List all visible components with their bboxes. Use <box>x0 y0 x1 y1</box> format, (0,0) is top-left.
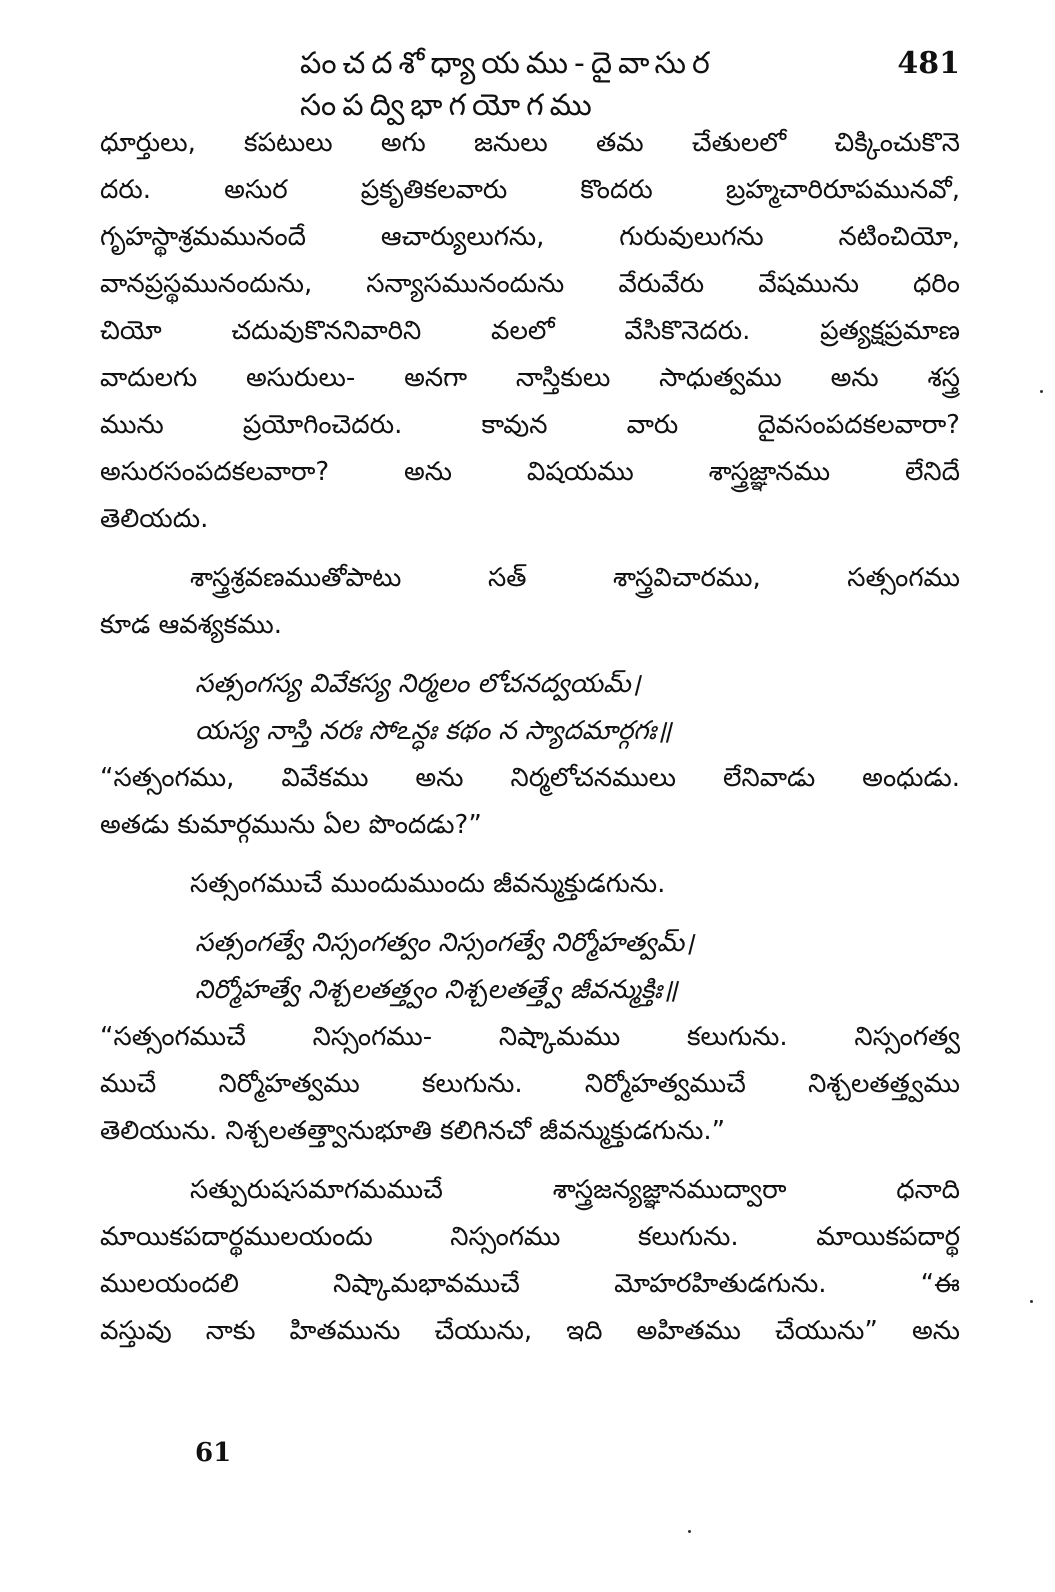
text-line: తెలియును. నిశ్చలతత్త్వానుభూతి కలిగినచో జీవన్ముక్తుడగును.” <box>100 1116 726 1146</box>
text-line: వానప్రస్థమునందును, సన్యాసమునందును వేరువేరు వేషమును ధరిం <box>100 269 960 299</box>
text-line: శాస్త్రశ్రవణముతోపాటు సత్ శాస్త్రవిచారము, సత్సంగము <box>190 563 960 593</box>
text-line: ముచే నిర్మోహత్వము కలుగును. నిర్మోహత్వముచే నిశ్చలతత్త్వము <box>100 1069 960 1099</box>
text-line: తెలియదు. <box>100 504 209 534</box>
text-line: మాయికపదార్థములయందు నిస్సంగము కలుగును. మాయికపదార్థ <box>100 1222 960 1252</box>
verse-line: సత్సంగత్వే నిస్సంగత్వం నిస్సంగత్వే నిర్మోహత్వమ్। <box>195 928 694 958</box>
text-line: మును ప్రయోగించెదరు. కావున వారు దైవసంపదకలవారా? <box>100 410 960 440</box>
scan-speck <box>1030 1300 1033 1303</box>
text-line: వస్తువు నాకు హితమును చేయును, ఇది అహితము చేయును” అను <box>100 1316 960 1346</box>
text-line: గృహస్థాశ్రమమునందే ఆచార్యులుగను, గురువులుగను నటించియో, <box>100 222 960 252</box>
text-line: వాదులగు అసురులు- అనగా నాస్తికులు సాధుత్వము అను శస్త్ర <box>100 363 960 393</box>
page-header <box>100 46 960 123</box>
running-title: పంచదశోధ్యాయము-దైవాసుర సంపద్విభాగయోగము <box>300 46 716 123</box>
text-line: ధూర్తులు, కపటులు అగు జనులు తమ చేతులలో చిక్కించుకొనె <box>100 128 960 158</box>
text-line: “సత్సంగముచే నిస్సంగము- నిష్కామము కలుగును. నిస్సంగత్వ <box>100 1022 960 1052</box>
text-line: అసురసంపదకలవారా? అను విషయము శాస్త్రజ్ఞానము లేనిదే <box>100 457 960 487</box>
text-line: దరు. అసుర ప్రకృతికలవారు కొందరు బ్రహ్మచారిరూపమునవో, <box>100 175 960 205</box>
text-line: కూడ ఆవశ్యకము. <box>100 610 282 640</box>
text-line: సత్సంగముచే ముందుముందు జీవన్ముక్తుడగును. <box>190 869 666 899</box>
verse-line: నిర్మోహత్వే నిశ్చలతత్త్వం నిశ్చలతత్త్వే జీవన్ముక్తిః॥ <box>195 975 678 1005</box>
page-number: 481 <box>897 46 960 81</box>
body-text <box>100 120 960 1355</box>
text-line: అతడు కుమార్గమును ఏల పొందడు?” <box>100 810 482 840</box>
verse-line: సత్సంగస్య వివేకస్య నిర్మలం లోచనద్వయమ్। <box>195 669 641 699</box>
scan-speck <box>1040 390 1043 393</box>
scan-speck <box>688 1530 691 1533</box>
signature-mark: 61 <box>195 1438 232 1468</box>
text-line: సత్పురుషసమాగమముచే శాస్త్రజన్యజ్ఞానముద్వారా ధనాది <box>190 1175 960 1205</box>
text-line: చియో చదువుకొననివారిని వలలో వేసికొనెదరు. ప్రత్యక్షప్రమాణ <box>100 316 960 346</box>
verse-line: యస్య నాస్తి నరః సోఽన్ధః కథం న స్యాదమార్గగః॥ <box>195 716 672 746</box>
text-line: ములయందలి నిష్కామభావముచే మోహరహితుడగును. “ఈ <box>100 1269 960 1299</box>
text-line: “సత్సంగము, వివేకము అను నిర్మలోచనములు లేనివాడు అంధుడు. <box>100 763 960 793</box>
